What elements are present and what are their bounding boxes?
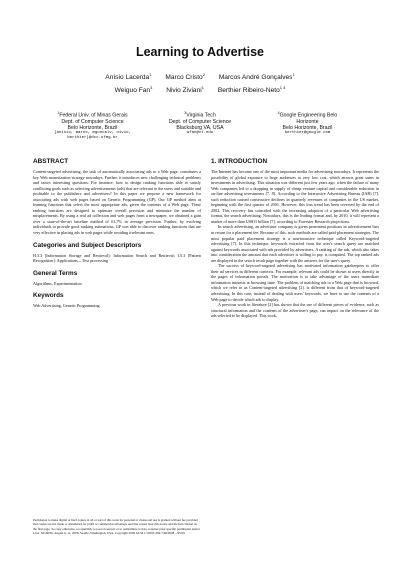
intro-paragraph: The Internet has become one of the most important media for advertising nowadays. It represents the possibility of global exposure to large audiences at very low cost, which attracts great sums in investments in advertising. This situation was different just few years ago, when the failure of many Web companies led to a dropping in supply of cheap venture capital and considerable reduction in on-line advertising investments [7, 8]. According to the Interactive Advertising Bureau (IAB) [7], such reduction caused consecutive declines in quarterly revenues of companies in the US market, beginning with the first quarter of 2001. However, this loss trend has been reversed by the end of 2002. This recovery has coincided with the increasing adoption of a particular Web advertising format, the search advertising. Nowadays, this is the leading format and, by 2010, it will represent a market of more than US$11 billion [7], according to Forrester Research projections. bbox=[211, 169, 379, 224]
author-name: Marco Cristo$^2$ bbox=[165, 72, 205, 82]
affiliation-vt: $^3$Virginia Tech Dept. of Computer Science Blacksburg VA, USA bbox=[168, 111, 232, 132]
abstract-heading: ABSTRACT bbox=[33, 158, 69, 165]
email-vt: wfan@vt.edu bbox=[186, 131, 214, 135]
copyright-notice: Permission to make digital or hard copies of all or part of this work for personal or classroom use is granted without fee provided that copies are not made or distributed for profit or commercial advantage and that copies bear this notice and the full citation on the first page. To copy otherwise, to republish, to post on servers or to redistribute to lists, requires prior specific permission and/or a fee. SIGIR'06, August 6–11, 2006, Seattle, Washington, USA. Copyright 2006 ACM 1-59593-369-7/06/0008 ...$5.00. bbox=[33, 518, 200, 536]
general-terms-heading: General Terms bbox=[33, 269, 78, 277]
affiliation-ufmg: $^1$Federal Univ. of Minas Gerais Dept. of Computer Science Belo Horizonte, Brazil bbox=[57, 111, 128, 132]
categories-heading: Categories and Subject Descriptors bbox=[33, 241, 142, 249]
introduction-heading: 1. INTRODUCTION bbox=[211, 158, 268, 165]
keywords-heading: Keywords bbox=[33, 292, 64, 300]
intro-paragraph: The success of keyword-targeted advertising has motivated information gatekeepers to offer their ad services in different contexts. For example, relevant ads could be shown to users directly in the pages of information portals. The motivation is to take advantage of the users immediate information interests at browsing time. The problem of matching ads to a Web page that is browsed, which we refer to as Content-targeted advertising [2], is different from that of keyword-targeted advertising. In this case, instead of dealing with users' keywords, we have to use the contents of a Web page to decide which ads to display. bbox=[211, 263, 379, 302]
abstract-text: Content-targeted advertising, the task of automatically associating ads to a Web page, constitutes a key Web monetization strategy nowadays. Further, it introduces new challenging technical problems and raises interesting questions. For instance, how to design ranking functions able to satisfy conflicting goals such as selecting advertisements (ads) that are relevant to the users and suitable and profitable to the publishers and advertisers? In this paper we propose a new framework for associating ads with web pages based on Genetic Programming (GP). Our GP method aims at learning functions that select the most appropriate ads, given the contents of a Web page. These ranking functions are designed to optimize overall precision and minimize the number of misplacements. By using a real ad collection and web pages from a newspaper, we obtained a gain over a state-of-the-art baseline method of 61.7% in average precision. Further, by evolving individuals to provide good ranking estimations, GP was able to discover ranking functions that are very effective in placing ads in web pages while avoiding irrelevant ones. bbox=[33, 169, 201, 236]
email-ufmg: {anisio, marco, mgoncalv, nivio, berthier}@dcc.ufmg.br bbox=[54, 131, 131, 140]
categories-text: H.3.3 [Information Storage and Retrieval]: Information Search and Retrieval; I.5.3 [Pattern Recognition]: Applications—Text processing bbox=[33, 252, 201, 264]
author-name: Weiguo Fan$^3$ bbox=[114, 85, 153, 95]
author-row-1 bbox=[0, 72, 400, 81]
general-terms-text: Algorithms, Experimentation bbox=[33, 280, 82, 286]
affiliation-google: $^4$Google Engineering Belo Horizonte Belo Horizonte, Brazil bbox=[277, 111, 338, 132]
author-name: Marcos André Gonçalves$^1$ bbox=[218, 72, 295, 82]
email-google: berthier@google.com bbox=[284, 131, 331, 135]
author-name: Nivio Ziviani$^1$ bbox=[166, 85, 204, 95]
paper-title: Learning to Advertise bbox=[135, 45, 265, 59]
keywords-text: Web Advertising, Genetic Programming bbox=[33, 303, 100, 309]
intro-paragraph: In search advertising, an advertiser company is given prominent positions in advertisement lists in return for a placement fee. Because of this, such methods are called paid placement strategies. The most popular paid placement strategy is a non-intrusive technique called Keyword-targeted advertising [7]. In this technique, keywords extracted from the user's search query are matched against keywords associated with ads provided by advertisers. A ranking of the ads, which also takes into consideration the amount that each advertiser is willing to pay, is computed. The top ranked ads are displayed in the search result page together with the answers for the user's query. bbox=[211, 224, 379, 263]
right-column bbox=[211, 158, 379, 319]
author-name: Anísio Lacerda$^1$ bbox=[105, 72, 152, 82]
author-name: Berthier Ribeiro-Neto$^{1 4}$ bbox=[217, 85, 286, 95]
emails bbox=[40, 131, 360, 141]
affiliations bbox=[40, 110, 360, 131]
left-column bbox=[33, 158, 201, 309]
author-row-2 bbox=[0, 85, 400, 94]
intro-paragraph: A previous work in literature [2] has shown that the use of different pieces of evidence, such as structural information and the contents of the advertiser's page, can impact on the relevance of the ads selected to be displayed. This work, bbox=[211, 302, 379, 319]
